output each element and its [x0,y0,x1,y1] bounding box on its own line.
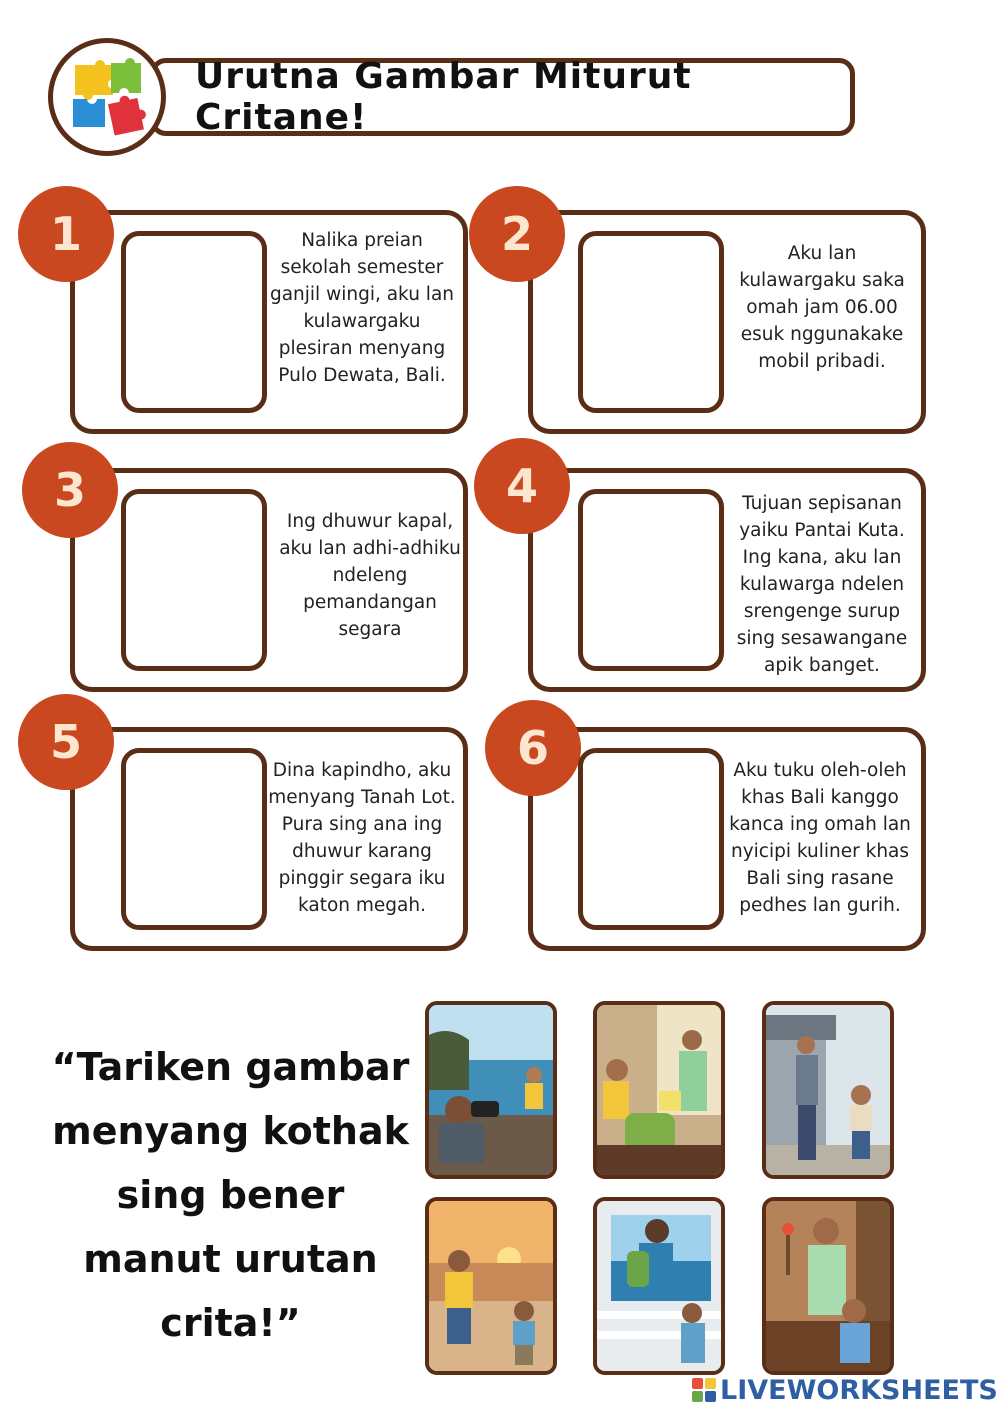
draggable-photo-car-loading[interactable] [762,1001,894,1179]
story-text-3: Ing dhuwur kapal, aku lan adhi-adhiku ndeleng pemandangan segara [279,511,461,640]
story-text-5: Dina kapindho, aku menyang Tanah Lot. Pura sing ana ing dhuwur karang pinggir segara iku katon megah. [268,760,456,916]
page-title: Urutna Gambar Miturut Critane! [195,56,692,138]
draggable-photo-packing-bag[interactable] [593,1001,725,1179]
story-text-1: Nalika preian sekolah semester ganjil wingi, aku lan kulawargaku plesiran menyang Pulo Dewata, Bali. [269,230,455,386]
step-number-badge: 3 [22,442,118,538]
drop-box-4[interactable] [578,489,724,671]
draggable-photo-tanah-lot[interactable] [425,1001,557,1179]
drop-box-5[interactable] [121,748,267,930]
puzzle-pieces-icon [67,57,147,137]
drop-box-1[interactable] [121,231,267,413]
draggable-photo-souvenir-shop[interactable] [762,1197,894,1375]
liveworksheets-logo [692,1374,998,1406]
step-number-badge: 6 [485,700,581,796]
instruction-text: “Tariken gambar menyang kothak sing bener manut urutan crita!” [51,1045,410,1345]
liveworksheets-icon [692,1378,716,1402]
step-number-badge: 4 [474,438,570,534]
logo [48,38,166,156]
draggable-photo-sunset-beach[interactable] [425,1197,557,1375]
step-number-badge: 5 [18,694,114,790]
brand-name: LIVEWORKSHEETS [720,1374,998,1406]
step-number-badge: 2 [469,186,565,282]
drop-box-6[interactable] [578,748,724,930]
drop-box-3[interactable] [121,489,267,671]
drop-box-2[interactable] [578,231,724,413]
step-number-badge: 1 [18,186,114,282]
story-text-4: Tujuan sepisanan yaiku Pantai Kuta. Ing kana, aku lan kulawarga ndelen srengenge surup sing sesawangane apik banget. [736,493,908,676]
story-text-2: Aku lan kulawargaku saka omah jam 06.00 esuk nggunakake mobil pribadi. [739,243,905,372]
title-bar [150,58,855,136]
draggable-photo-ship-deck[interactable] [593,1197,725,1375]
story-text-6: Aku tuku oleh-oleh khas Bali kanggo kanca ing omah lan nyicipi kuliner khas Bali sing rasane pedhes lan gurih. [729,760,911,916]
